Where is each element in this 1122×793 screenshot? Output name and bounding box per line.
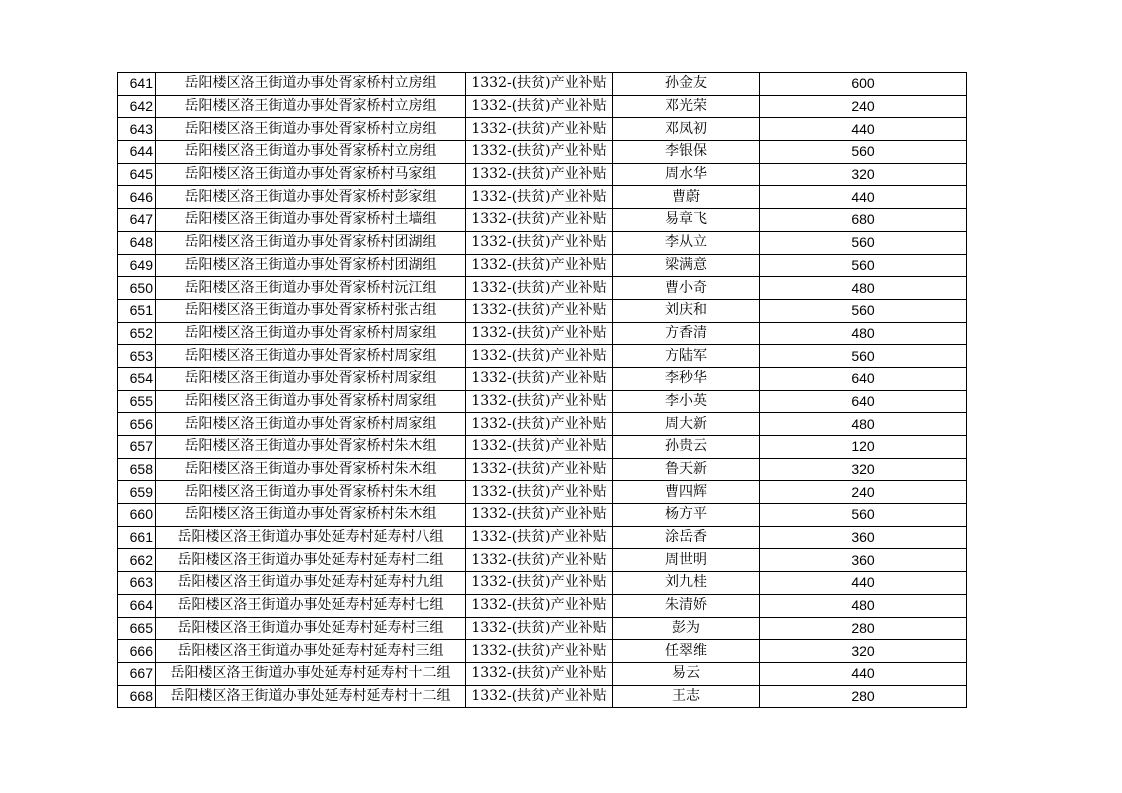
row-number-cell: 662 — [118, 549, 156, 572]
row-number-cell: 651 — [118, 299, 156, 322]
amount-cell: 440 — [760, 118, 967, 141]
table-row — [118, 504, 967, 527]
subsidy-item-cell: 1332-(扶贫)产业补贴 — [466, 367, 613, 390]
amount-cell: 120 — [760, 436, 967, 459]
subsidy-item-cell: 1332-(扶贫)产业补贴 — [466, 322, 613, 345]
recipient-name-cell: 李从立 — [613, 231, 760, 254]
table-row — [118, 209, 967, 232]
table-row — [118, 617, 967, 640]
amount-cell: 360 — [760, 526, 967, 549]
address-cell: 岳阳楼区洛王街道办事处胥家桥村立房组 — [156, 95, 466, 118]
subsidy-item-cell: 1332-(扶贫)产业补贴 — [466, 254, 613, 277]
subsidy-item-cell: 1332-(扶贫)产业补贴 — [466, 504, 613, 527]
recipient-name-cell: 邓光荣 — [613, 95, 760, 118]
recipient-name-cell: 曹小奇 — [613, 277, 760, 300]
row-number-cell: 657 — [118, 436, 156, 459]
row-number-cell: 644 — [118, 141, 156, 164]
amount-cell: 560 — [760, 254, 967, 277]
address-cell: 岳阳楼区洛王街道办事处延寿村延寿村三组 — [156, 617, 466, 640]
amount-cell: 600 — [760, 73, 967, 96]
table-row — [118, 163, 967, 186]
subsidy-table — [117, 72, 967, 708]
row-number-cell: 665 — [118, 617, 156, 640]
address-cell: 岳阳楼区洛王街道办事处胥家桥村朱木组 — [156, 458, 466, 481]
amount-cell: 320 — [760, 458, 967, 481]
subsidy-item-cell: 1332-(扶贫)产业补贴 — [466, 186, 613, 209]
address-cell: 岳阳楼区洛王街道办事处胥家桥村周家组 — [156, 413, 466, 436]
address-cell: 岳阳楼区洛王街道办事处胥家桥村土墙组 — [156, 209, 466, 232]
row-number-cell: 641 — [118, 73, 156, 96]
recipient-name-cell: 李银保 — [613, 141, 760, 164]
table-row — [118, 390, 967, 413]
row-number-cell: 646 — [118, 186, 156, 209]
table-row — [118, 594, 967, 617]
subsidy-item-cell: 1332-(扶贫)产业补贴 — [466, 685, 613, 708]
recipient-name-cell: 刘庆和 — [613, 299, 760, 322]
amount-cell: 440 — [760, 662, 967, 685]
subsidy-item-cell: 1332-(扶贫)产业补贴 — [466, 572, 613, 595]
recipient-name-cell: 彭为 — [613, 617, 760, 640]
address-cell: 岳阳楼区洛王街道办事处延寿村延寿村七组 — [156, 594, 466, 617]
row-number-cell: 650 — [118, 277, 156, 300]
address-cell: 岳阳楼区洛王街道办事处延寿村延寿村八组 — [156, 526, 466, 549]
amount-cell: 680 — [760, 209, 967, 232]
recipient-name-cell: 涂岳香 — [613, 526, 760, 549]
table-row — [118, 549, 967, 572]
row-number-cell: 653 — [118, 345, 156, 368]
address-cell: 岳阳楼区洛王街道办事处胥家桥村马家组 — [156, 163, 466, 186]
address-cell: 岳阳楼区洛王街道办事处胥家桥村立房组 — [156, 118, 466, 141]
subsidy-item-cell: 1332-(扶贫)产业补贴 — [466, 345, 613, 368]
address-cell: 岳阳楼区洛王街道办事处胥家桥村朱木组 — [156, 481, 466, 504]
amount-cell: 440 — [760, 572, 967, 595]
recipient-name-cell: 梁满意 — [613, 254, 760, 277]
subsidy-item-cell: 1332-(扶贫)产业补贴 — [466, 549, 613, 572]
recipient-name-cell: 方陆军 — [613, 345, 760, 368]
table-row — [118, 662, 967, 685]
amount-cell: 560 — [760, 141, 967, 164]
row-number-cell: 661 — [118, 526, 156, 549]
subsidy-item-cell: 1332-(扶贫)产业补贴 — [466, 526, 613, 549]
subsidy-item-cell: 1332-(扶贫)产业补贴 — [466, 299, 613, 322]
amount-cell: 560 — [760, 299, 967, 322]
address-cell: 岳阳楼区洛王街道办事处延寿村延寿村九组 — [156, 572, 466, 595]
table-row — [118, 95, 967, 118]
amount-cell: 280 — [760, 685, 967, 708]
recipient-name-cell: 杨方平 — [613, 504, 760, 527]
amount-cell: 280 — [760, 617, 967, 640]
subsidy-item-cell: 1332-(扶贫)产业补贴 — [466, 163, 613, 186]
subsidy-item-cell: 1332-(扶贫)产业补贴 — [466, 277, 613, 300]
address-cell: 岳阳楼区洛王街道办事处胥家桥村彭家组 — [156, 186, 466, 209]
address-cell: 岳阳楼区洛王街道办事处胥家桥村立房组 — [156, 73, 466, 96]
row-number-cell: 655 — [118, 390, 156, 413]
subsidy-item-cell: 1332-(扶贫)产业补贴 — [466, 390, 613, 413]
row-number-cell: 643 — [118, 118, 156, 141]
table-row — [118, 231, 967, 254]
recipient-name-cell: 孙金友 — [613, 73, 760, 96]
amount-cell: 240 — [760, 481, 967, 504]
amount-cell: 320 — [760, 163, 967, 186]
table-row — [118, 526, 967, 549]
subsidy-item-cell: 1332-(扶贫)产业补贴 — [466, 436, 613, 459]
amount-cell: 440 — [760, 186, 967, 209]
address-cell: 岳阳楼区洛王街道办事处胥家桥村团湖组 — [156, 254, 466, 277]
table-row — [118, 640, 967, 663]
table-row — [118, 118, 967, 141]
table-body — [118, 73, 967, 708]
subsidy-item-cell: 1332-(扶贫)产业补贴 — [466, 481, 613, 504]
row-number-cell: 648 — [118, 231, 156, 254]
recipient-name-cell: 曹四辉 — [613, 481, 760, 504]
amount-cell: 240 — [760, 95, 967, 118]
row-number-cell: 642 — [118, 95, 156, 118]
row-number-cell: 668 — [118, 685, 156, 708]
table-row — [118, 685, 967, 708]
recipient-name-cell: 孙贵云 — [613, 436, 760, 459]
subsidy-item-cell: 1332-(扶贫)产业补贴 — [466, 73, 613, 96]
table-row — [118, 481, 967, 504]
amount-cell: 560 — [760, 345, 967, 368]
recipient-name-cell: 方香清 — [613, 322, 760, 345]
address-cell: 岳阳楼区洛王街道办事处胥家桥村朱木组 — [156, 504, 466, 527]
recipient-name-cell: 王志 — [613, 685, 760, 708]
amount-cell: 480 — [760, 322, 967, 345]
table-row — [118, 367, 967, 390]
address-cell: 岳阳楼区洛王街道办事处胥家桥村周家组 — [156, 322, 466, 345]
row-number-cell: 654 — [118, 367, 156, 390]
recipient-name-cell: 邓凤初 — [613, 118, 760, 141]
amount-cell: 480 — [760, 413, 967, 436]
recipient-name-cell: 周大新 — [613, 413, 760, 436]
address-cell: 岳阳楼区洛王街道办事处胥家桥村周家组 — [156, 367, 466, 390]
amount-cell: 480 — [760, 594, 967, 617]
table-row — [118, 345, 967, 368]
table-row — [118, 458, 967, 481]
table-row — [118, 73, 967, 96]
subsidy-item-cell: 1332-(扶贫)产业补贴 — [466, 640, 613, 663]
subsidy-item-cell: 1332-(扶贫)产业补贴 — [466, 458, 613, 481]
address-cell: 岳阳楼区洛王街道办事处胥家桥村团湖组 — [156, 231, 466, 254]
recipient-name-cell: 李小英 — [613, 390, 760, 413]
recipient-name-cell: 周世明 — [613, 549, 760, 572]
amount-cell: 480 — [760, 277, 967, 300]
subsidy-item-cell: 1332-(扶贫)产业补贴 — [466, 141, 613, 164]
address-cell: 岳阳楼区洛王街道办事处延寿村延寿村十二组 — [156, 662, 466, 685]
row-number-cell: 666 — [118, 640, 156, 663]
amount-cell: 320 — [760, 640, 967, 663]
recipient-name-cell: 周水华 — [613, 163, 760, 186]
row-number-cell: 645 — [118, 163, 156, 186]
address-cell: 岳阳楼区洛王街道办事处胥家桥村立房组 — [156, 141, 466, 164]
recipient-name-cell: 刘九桂 — [613, 572, 760, 595]
table-row — [118, 141, 967, 164]
address-cell: 岳阳楼区洛王街道办事处胥家桥村周家组 — [156, 345, 466, 368]
row-number-cell: 663 — [118, 572, 156, 595]
address-cell: 岳阳楼区洛王街道办事处胥家桥村周家组 — [156, 390, 466, 413]
subsidy-item-cell: 1332-(扶贫)产业补贴 — [466, 413, 613, 436]
address-cell: 岳阳楼区洛王街道办事处胥家桥村沅江组 — [156, 277, 466, 300]
address-cell: 岳阳楼区洛王街道办事处延寿村延寿村三组 — [156, 640, 466, 663]
table-row — [118, 322, 967, 345]
row-number-cell: 667 — [118, 662, 156, 685]
amount-cell: 560 — [760, 504, 967, 527]
amount-cell: 560 — [760, 231, 967, 254]
address-cell: 岳阳楼区洛王街道办事处胥家桥村张古组 — [156, 299, 466, 322]
row-number-cell: 652 — [118, 322, 156, 345]
table-row — [118, 413, 967, 436]
address-cell: 岳阳楼区洛王街道办事处胥家桥村朱木组 — [156, 436, 466, 459]
subsidy-item-cell: 1332-(扶贫)产业补贴 — [466, 95, 613, 118]
recipient-name-cell: 易章飞 — [613, 209, 760, 232]
address-cell: 岳阳楼区洛王街道办事处延寿村延寿村十二组 — [156, 685, 466, 708]
recipient-name-cell: 鲁天新 — [613, 458, 760, 481]
row-number-cell: 659 — [118, 481, 156, 504]
table-row — [118, 299, 967, 322]
table-row — [118, 572, 967, 595]
table-row — [118, 436, 967, 459]
row-number-cell: 664 — [118, 594, 156, 617]
subsidy-item-cell: 1332-(扶贫)产业补贴 — [466, 662, 613, 685]
row-number-cell: 658 — [118, 458, 156, 481]
subsidy-item-cell: 1332-(扶贫)产业补贴 — [466, 594, 613, 617]
row-number-cell: 647 — [118, 209, 156, 232]
subsidy-item-cell: 1332-(扶贫)产业补贴 — [466, 118, 613, 141]
row-number-cell: 649 — [118, 254, 156, 277]
table-row — [118, 277, 967, 300]
subsidy-item-cell: 1332-(扶贫)产业补贴 — [466, 231, 613, 254]
recipient-name-cell: 曹蔚 — [613, 186, 760, 209]
recipient-name-cell: 任翠维 — [613, 640, 760, 663]
table-row — [118, 186, 967, 209]
row-number-cell: 656 — [118, 413, 156, 436]
amount-cell: 640 — [760, 367, 967, 390]
recipient-name-cell: 李秒华 — [613, 367, 760, 390]
subsidy-item-cell: 1332-(扶贫)产业补贴 — [466, 617, 613, 640]
table-row — [118, 254, 967, 277]
amount-cell: 360 — [760, 549, 967, 572]
recipient-name-cell: 易云 — [613, 662, 760, 685]
subsidy-item-cell: 1332-(扶贫)产业补贴 — [466, 209, 613, 232]
recipient-name-cell: 朱清娇 — [613, 594, 760, 617]
address-cell: 岳阳楼区洛王街道办事处延寿村延寿村二组 — [156, 549, 466, 572]
row-number-cell: 660 — [118, 504, 156, 527]
amount-cell: 640 — [760, 390, 967, 413]
